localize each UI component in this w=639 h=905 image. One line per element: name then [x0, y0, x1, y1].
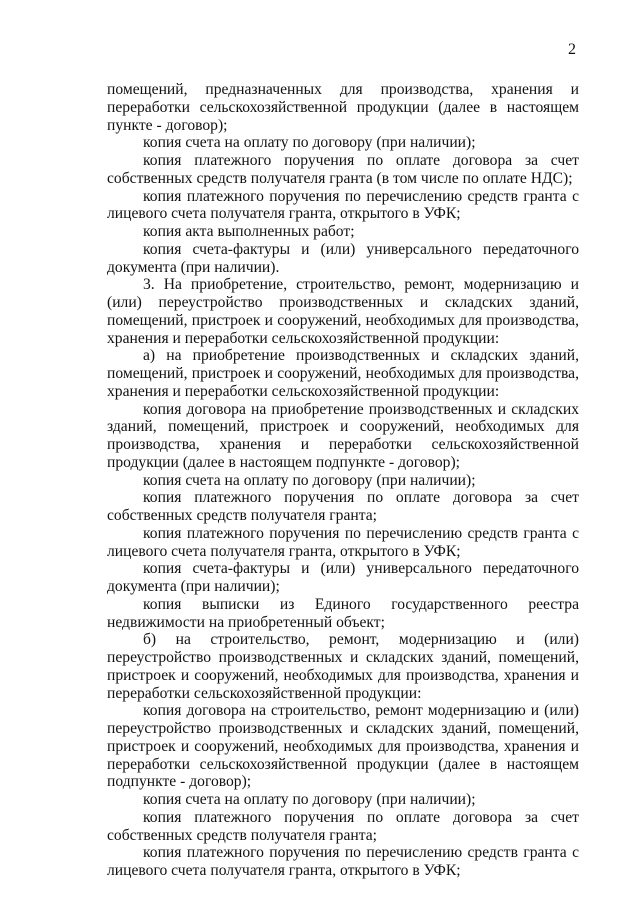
document-paragraph: помещений, предназначенных для производства, хранения и переработки сельскохозяйственной продукции (далее в настоящем пункте - договор); [107, 81, 579, 134]
document-paragraph: копия платежного поручения по перечислению средств гранта с лицевого счета получателя гранта, открытого в УФК; [107, 187, 579, 223]
document-paragraph: копия счета на оплату по договору (при наличии); [143, 134, 476, 152]
document-paragraph: копия договора на строительство, ремонт модернизацию и (или) переустройство производственных и складских зданий, помещений, пристроек и сооружений, необходимых для производства, хранения и переработки сельскохозяйственной продукции (далее в настоящем подпункте - договор); [107, 702, 579, 791]
document-paragraph: копия счета-фактуры и (или) универсального передаточного документа (при наличии); [107, 560, 579, 595]
document-paragraph: копия платежного поручения по перечислению средств гранта с лицевого счета получателя гранта, открытого в УФК; [107, 524, 579, 560]
document-paragraph: копия договора на приобретение производственных и складских зданий, помещений, пристроек и сооружений, необходимых для производства, хранения и переработки сельскохозяйственной продукции (далее в настоящем подпункте - договор); [107, 400, 579, 471]
document-paragraph: а) на приобретение производственных и складских зданий, помещений, пристроек и сооружений, необходимых для производства, хранения и переработки сельскохозяйственной продукции: [107, 347, 579, 400]
page-number: 2 [568, 41, 576, 58]
document-paragraph: копия счета на оплату по договору (при наличии); [143, 471, 476, 489]
document-paragraph: копия счета-фактуры и (или) универсального передаточного документа (при наличии). [107, 240, 579, 276]
document-paragraph: копия платежного поручения по оплате договора за счет собственных средств получателя гранта; [107, 808, 579, 844]
document-paragraph: копия платежного поручения по оплате договора за счет собственных средств получателя гранта (в том числе по оплате НДС); [107, 152, 579, 187]
document-paragraph: копия выписки из Единого государственного реестра недвижимости на приобретенный объект; [107, 595, 579, 631]
document-paragraph: 3. На приобретение, строительство, ремонт, модернизацию и (или) переустройство производственных и складских зданий, помещений, пристроек и сооружений, необходимых для производства, хранения и переработки сельскохозяйственной продукции: [107, 276, 579, 347]
document-paragraph: копия платежного поручения по перечислению средств гранта с лицевого счета получателя гранта, открытого в УФК; [107, 844, 579, 879]
document-paragraph: копия акта выполненных работ; [143, 223, 355, 240]
document-paragraph: копия счета на оплату по договору (при наличии); [143, 791, 476, 808]
document-body [107, 81, 579, 880]
document-paragraph: б) на строительство, ремонт, модернизацию и (или) переустройство производственных и складских зданий, помещений, пристроек и сооружений, необходимых для производства, хранения и переработки сельскохозяйственной продукции: [107, 631, 579, 702]
document-paragraph: копия платежного поручения по оплате договора за счет собственных средств получателя гранта; [107, 489, 579, 524]
